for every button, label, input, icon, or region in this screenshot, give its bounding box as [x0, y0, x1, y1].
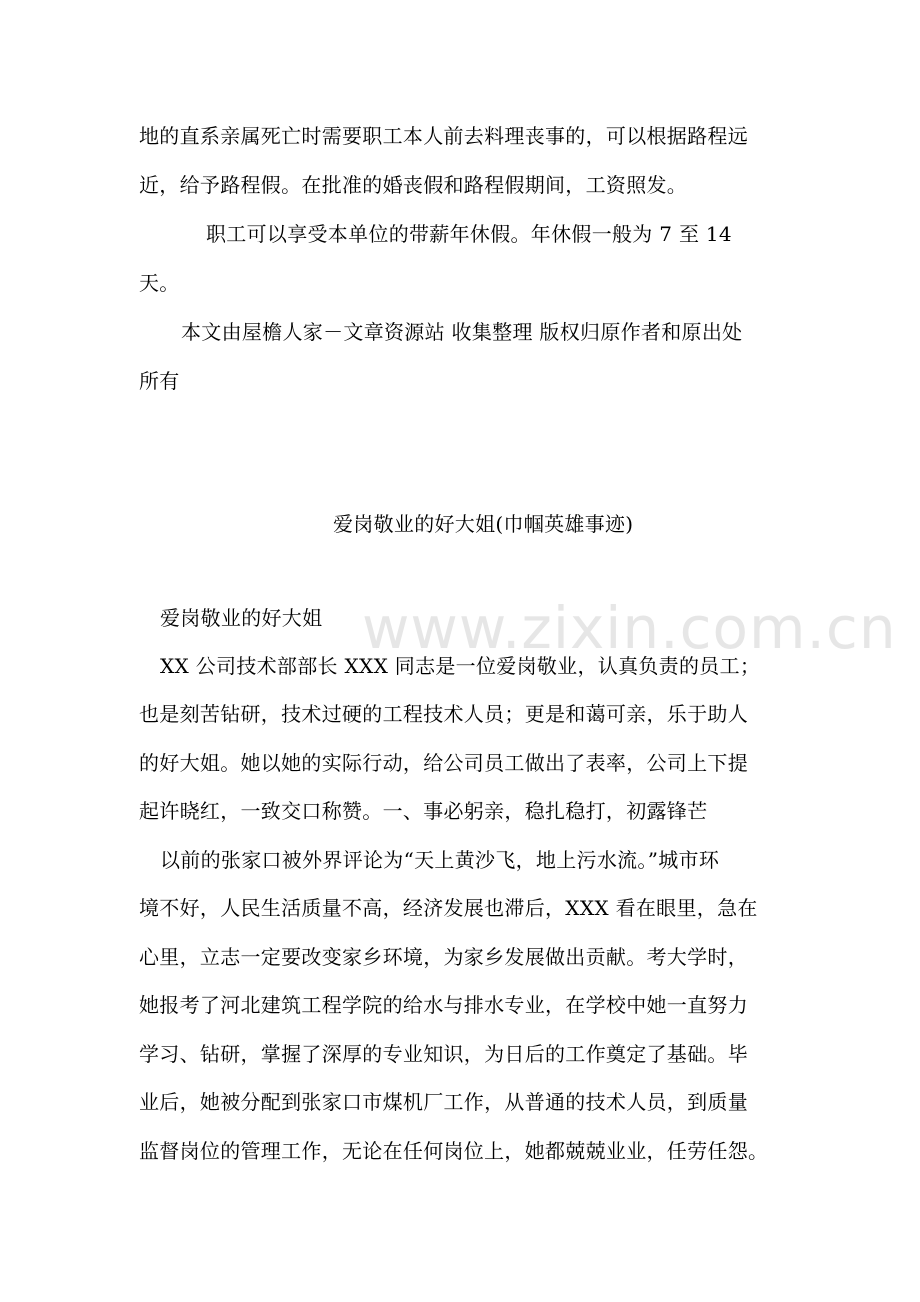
paragraph-line: 天。	[139, 271, 180, 295]
body-line: 起许晓红，一致交口称赞。一、事必躬亲，稳扎稳打，初露锋芒	[139, 799, 708, 823]
paragraph-line: 地的直系亲属死亡时需要职工本人前去料理丧事的，可以根据路程远	[139, 124, 748, 148]
body-line: 以前的张家口被外界评论为“天上黄沙飞，地上污水流。”城市环	[160, 848, 720, 872]
body-line: 也是刻苦钻研，技术过硬的工程技术人员；更是和蔼可亲，乐于助人	[139, 702, 748, 726]
body-line: 心里，立志一定要改变家乡环境，为家乡发展做出贡献。考大学时，	[139, 945, 748, 969]
body-line: 学习、钻研，掌握了深厚的专业知识，为日后的工作奠定了基础。毕	[139, 1042, 748, 1066]
body-line: 的好大姐。她以她的实际行动，给公司员工做出了表率，公司上下提	[139, 751, 748, 775]
paragraph-line: 职工可以享受本单位的带薪年休假。年休假一般为 7 至 14	[206, 222, 732, 246]
watermark: www.zixin.com.cn	[362, 594, 897, 662]
article-title: 爱岗敬业的好大姐(巾帼英雄事迹)	[333, 512, 634, 536]
paragraph-line: 本文由屋檐人家－文章资源站 收集整理 版权归原作者和原出处	[181, 320, 743, 344]
body-line: 境不好，人民生活质量不高，经济发展也滞后，XXX 看在眼里，急在	[139, 896, 758, 920]
paragraph-line: 所有	[139, 369, 180, 393]
body-line: 监督岗位的管理工作，无论在任何岗位上，她都兢兢业业，任劳任怨。	[139, 1139, 769, 1163]
body-line: XX 公司技术部部长 XXX 同志是一位爱岗敬业，认真负责的员工；	[160, 654, 761, 678]
article-subtitle: 爱岗敬业的好大姐	[160, 606, 323, 630]
body-line: 业后，她被分配到张家口市煤机厂工作，从普通的技术人员，到质量	[139, 1090, 748, 1114]
paragraph-line: 近，给予路程假。在批准的婚丧假和路程假期间，工资照发。	[139, 173, 688, 197]
body-line: 她报考了河北建筑工程学院的给水与排水专业，在学校中她一直努力	[139, 993, 748, 1017]
